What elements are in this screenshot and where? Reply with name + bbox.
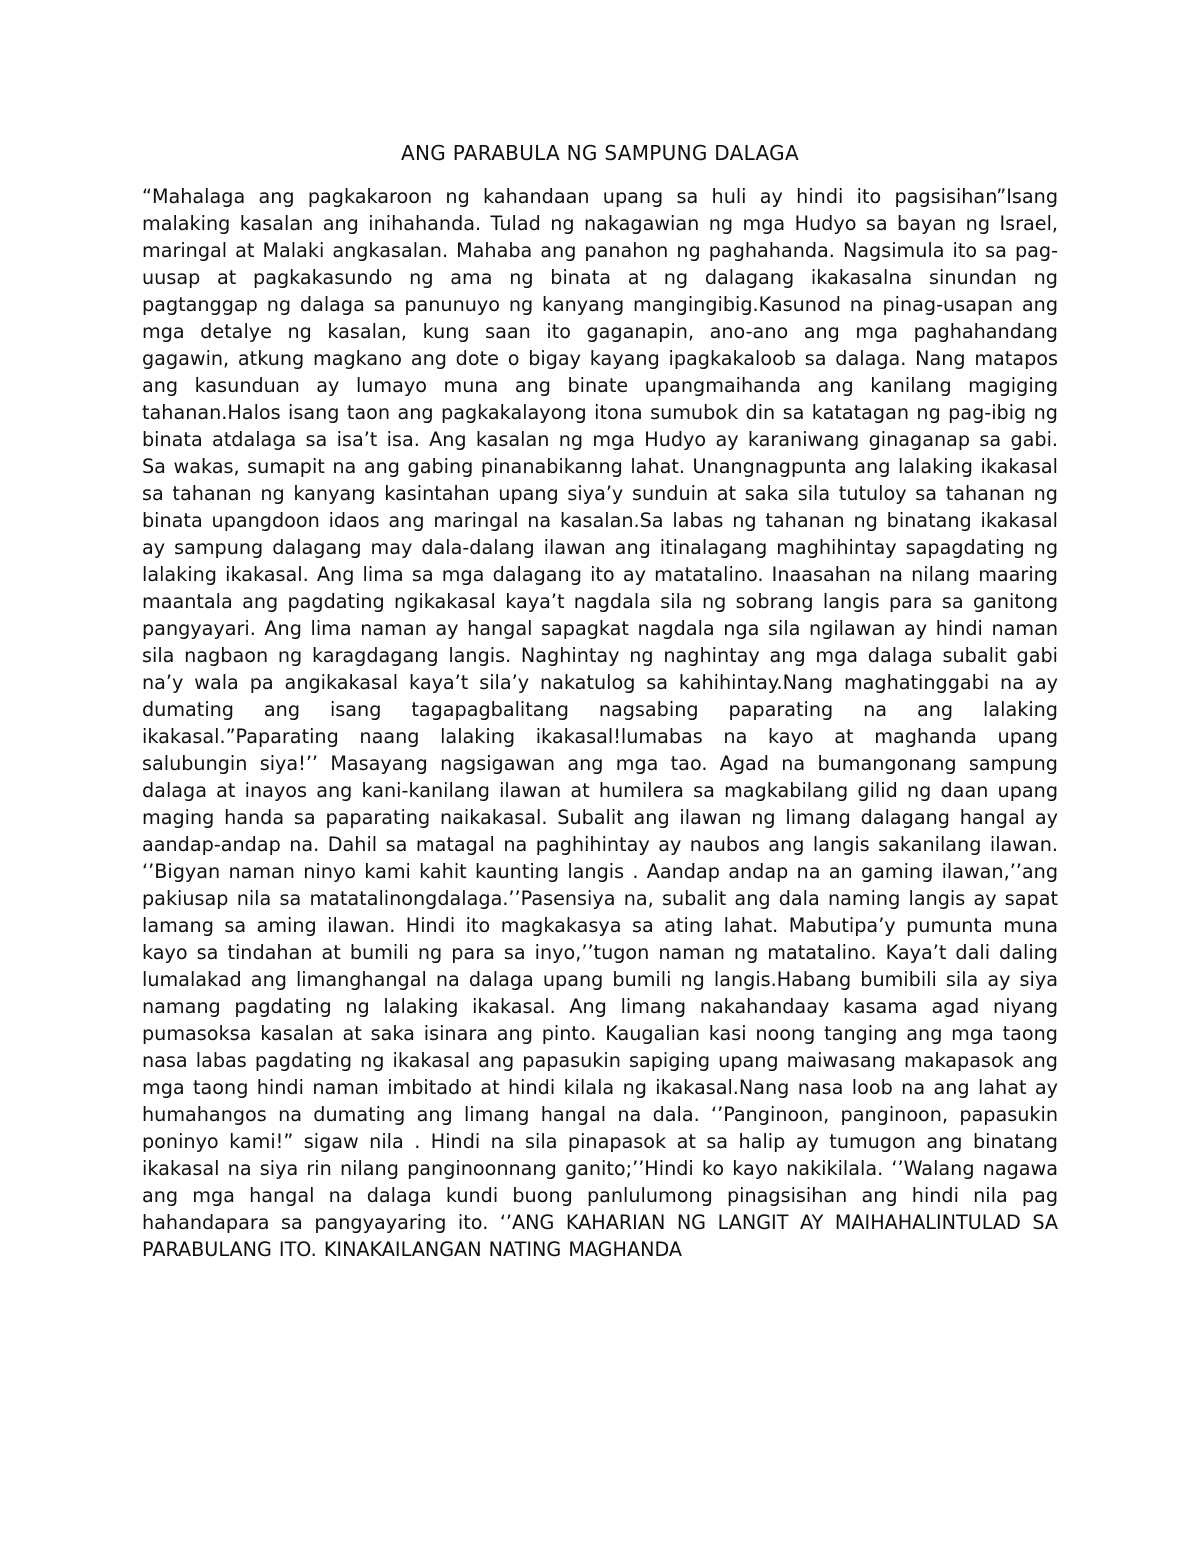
document-title: ANG PARABULA NG SAMPUNG DALAGA (401, 141, 799, 165)
document-body-text: “Mahalaga ang pagkakaroon ng kahandaan upang sa huli ay hindi ito pagsisihan”Isang malaking kasalan ang inihahanda. Tulad ng nakagawian ng mga Hudyo sa bayan ng Israel, maringal at Malaki angkasalan. Mahaba ang panahon ng paghahanda. Nagsimula ito sa pag-uusap at pagkakasundo ng ama ng binata at ng dalagang ikakasalna sinundan ng pagtanggap ng dalaga sa panunuyo ng kanyang mangingibig.Kasunod na pinag-usapan ang mga detalye ng kasalan, kung saan ito gaganapin, ano-ano ang mga paghahandang gagawin, atkung magkano ang dote o bigay kayang ipagkakaloob sa dalaga. Nang matapos ang kasunduan ay lumayo muna ang binate upangmaihanda ang kanilang magiging tahanan.Halos isang taon ang pagkakalayong itona sumubok din sa katatagan ng pag-ibig ng binata atdalaga sa isa’t isa. Ang kasalan ng mga Hudyo ay karaniwang ginaganap sa gabi. Sa wakas, sumapit na ang gabing pinanabikanng lahat. Unangnagpunta ang lalaking ikakasal sa tahanan ng kanyang kasintahan upang siya’y sunduin at saka sila tutuloy sa tahanan ng binata upangdoon idaos ang maringal na kasalan.Sa labas ng tahanan ng binatang ikakasal ay sampung dalagang may dala-dalang ilawan ang itinalagang maghihintay sapagdating ng lalaking ikakasal. Ang lima sa mga dalagang ito ay matatalino. Inaasahan na nilang maaring maantala ang pagdating ngikakasal kaya’t nagdala sila ng sobrang langis para sa ganitong pangyayari. Ang lima naman ay hangal sapagkat nagdala nga sila ngilawan ay hindi naman sila nagbaon ng karagdagang langis. Naghintay ng naghintay ang mga dalaga subalit gabi na’y wala pa angikakasal kaya’t sila’y nakatulog sa kahihintay.Nang maghatinggabi na ay dumating ang isang tagapagbalitang nagsabing paparating na ang lalaking ikakasal.”Paparating naang lalaking ikakasal!lumabas na kayo at maghanda upang salubungin siya!’’ Masayang nagsigawan ang mga tao. Agad na bumangonang sampung dalaga at inayos ang kani-kanilang ilawan at humilera sa magkabilang gilid ng daan upang maging handa sa paparating naikakasal. Subalit ang ilawan ng limang dalagang hangal ay aandap-andap na. Dahil sa matagal na paghihintay ay naubos ang langis sakanilang ilawan. ‘’Bigyan naman ninyo kami kahit kaunting langis . Aandap andap na an gaming ilawan,’’ang pakiusap nila sa matatalinongdalaga.’’Pasensiya na, subalit ang dala naming langis ay sapat lamang sa aming ilawan. Hindi ito magkakasya sa ating lahat. Mabutipa’y pumunta muna kayo sa tindahan at bumili ng para sa inyo,’’tugon naman ng matatalino. Kaya’t dali daling lumalakad ang limanghangal na dalaga upang bumili ng langis.Habang bumibili sila ay siya namang pagdating ng lalaking ikakasal. Ang limang nakahandaay kasama agad niyang pumasoksa kasalan at saka isinara ang pinto. Kaugalian kasi noong tanging ang mga taong nasa labas pagdating ng ikakasal ang papasukin sapiging upang maiwasang makapasok ang mga taong hindi naman imbitado at hindi kilala ng ikakasal.Nang nasa loob na ang lahat ay humahangos na dumating ang limang hangal na dala. ‘’Panginoon, panginoon, papasukin poninyo kami!” sigaw nila . Hindi na sila pinapasok at sa halip ay tumugon ang binatang ikakasal na siya rin nilang panginoonnang ganito;’’Hindi ko kayo nakikilala. ‘’Walang nagawa ang mga hangal na dalaga kundi buong panlulumong pinagsisihan ang hindi nila pag hahandapara sa pangyayaring ito. ‘’ANG KAHARIAN NG LANGIT AY MAIHAHALINTULAD SA PARABULANG ITO. KINAKAILANGAN NATING MAGHANDA (142, 185, 1058, 1261)
